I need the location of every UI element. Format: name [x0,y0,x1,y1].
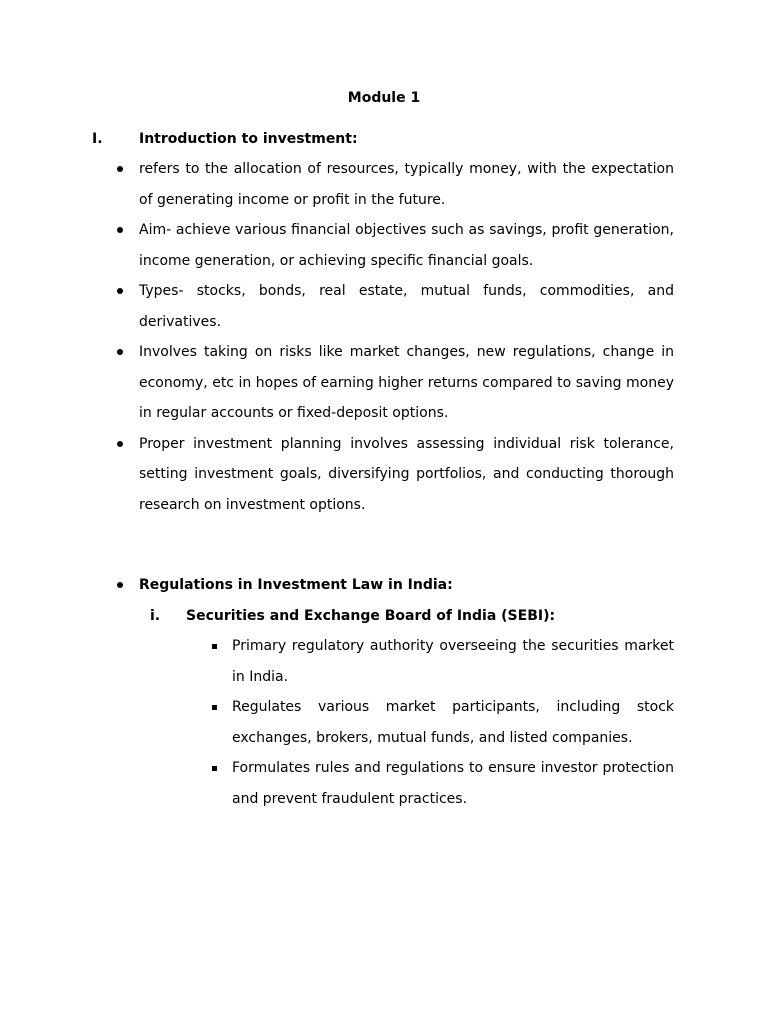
page-title: Module 1 [347,90,421,106]
intro-bullet-list [0,154,768,520]
list-item-text: Primary regulatory authority overseeing the securities market in India. [232,638,674,685]
list-item [139,154,674,215]
bullet-icon [117,349,123,355]
subsection-heading [150,601,674,632]
regulations-heading [139,570,674,601]
list-item [232,753,674,814]
list-item-text: Types- stocks, bonds, real estate, mutual funds, commodities, and derivatives. [139,283,674,330]
list-item [232,631,674,692]
bullet-icon [117,582,123,588]
square-bullet-icon [212,705,217,710]
list-item [232,692,674,753]
section-number: I. [92,131,103,147]
section-title: Introduction to investment: [139,131,358,147]
list-item [139,337,674,429]
bullet-icon [117,441,123,447]
subsection-number: i. [150,607,161,624]
list-item [139,215,674,276]
list-item-text: refers to the allocation of resources, typically money, with the expectation of generating income or profit in the future. [139,161,674,208]
list-item-text: Regulates various market participants, including stock exchanges, brokers, mutual funds, and listed companies. [232,699,674,746]
bullet-icon [117,166,123,172]
regulations-block [0,570,768,814]
list-item-text: Involves taking on risks like market changes, new regulations, change in economy, etc in hopes of earning higher returns compared to saving money in regular accounts or fixed-deposit options. [139,344,674,421]
bullet-icon [117,288,123,294]
regulations-heading-text: Regulations in Investment Law in India: [139,577,453,593]
section-heading [0,129,768,149]
list-item-text: Proper investment planning involves assessing individual risk tolerance, setting investment goals, diversifying portfolios, and conducting thorough research on investment options. [139,435,674,513]
square-bullet-icon [212,766,217,771]
list-item-text: Formulates rules and regulations to ensure investor protection and prevent fraudulent practices. [232,760,674,807]
list-item-text: Aim- achieve various financial objectives such as savings, profit generation, income generation, or achieving specific financial goals. [139,222,674,269]
list-item [139,276,674,337]
list-item [139,429,674,521]
square-bullet-icon [212,644,217,649]
bullet-icon [117,227,123,233]
subsection-title: Securities and Exchange Board of India (SEBI): [186,607,556,624]
